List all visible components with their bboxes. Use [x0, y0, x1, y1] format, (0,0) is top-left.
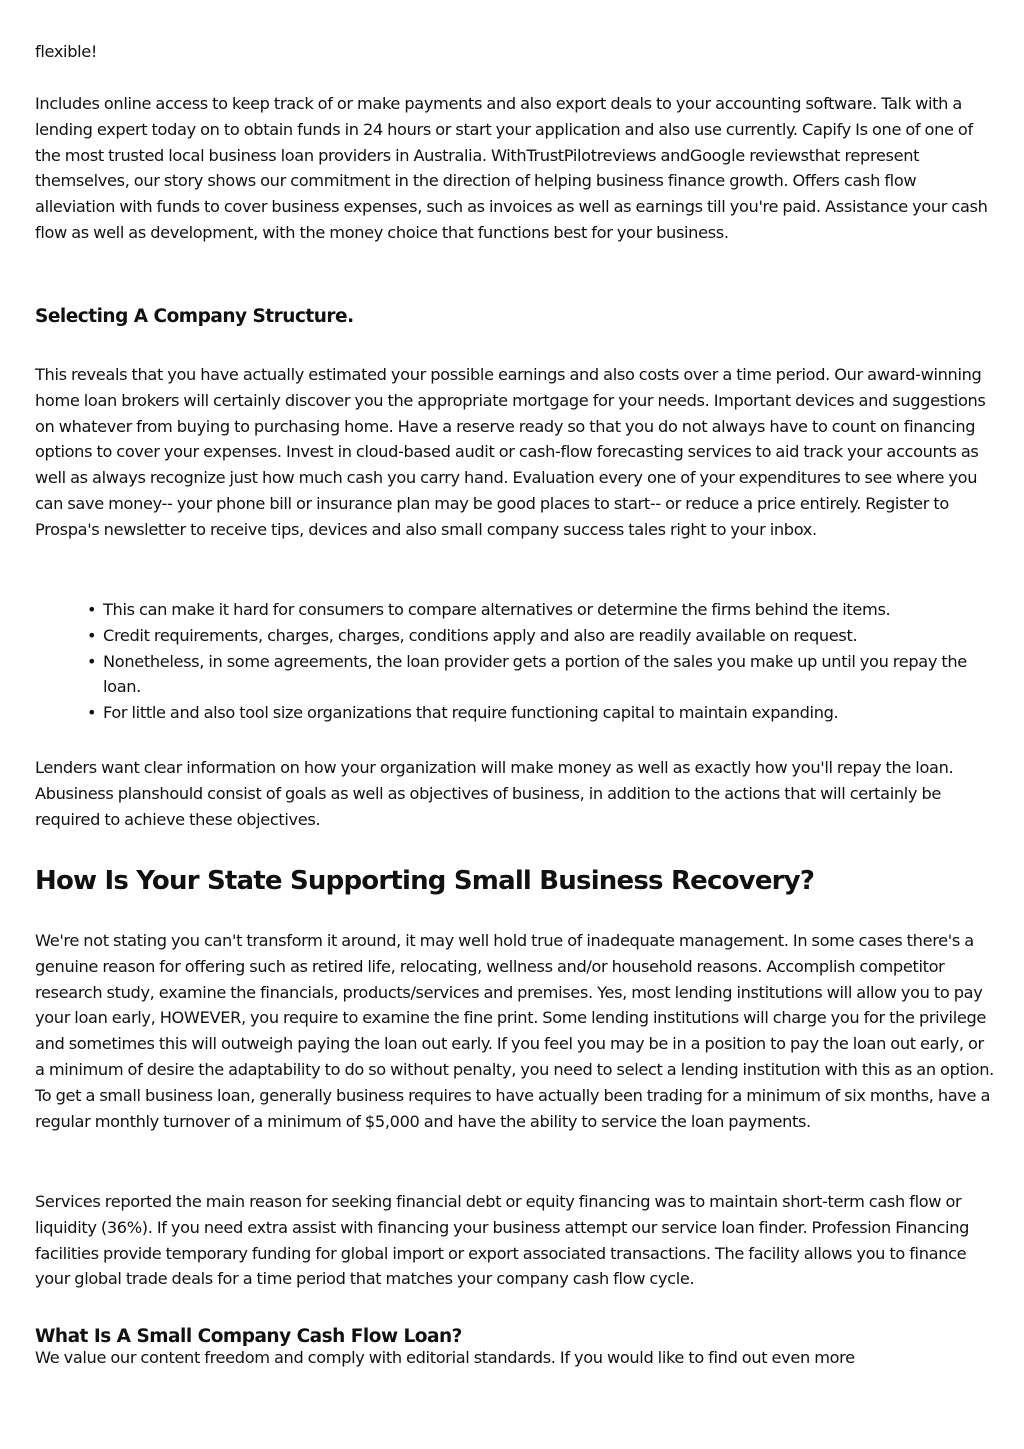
bullet-icon: •: [87, 703, 97, 723]
intro-fragment: flexible!: [35, 42, 98, 61]
paragraph-text: Lenders want clear information on how your organization will make money as well as exactly how you'll repay the loan. Abusiness planshould consist of goals as well as objectives of business, in addition to the actions that will certainly be required to achieve these objectives.: [35, 758, 954, 829]
bullet-icon: •: [87, 651, 97, 671]
list-item-text: Credit requirements, charges, charges, conditions apply and also are readily available on request.: [103, 625, 858, 645]
paragraph-estimated-earnings: [35, 362, 995, 543]
list-item-text: This can make it hard for consumers to compare alternatives or determine the firms behind the items.: [103, 600, 891, 619]
bullet-list: [35, 597, 995, 726]
list-item-text: For little and also tool size organizations that require functioning capital to maintain expanding.: [103, 703, 839, 723]
paragraph-content-freedom: [35, 1345, 995, 1371]
paragraph-text: We value our content freedom and comply with editorial standards. If you would like to find out even more: [35, 1348, 855, 1367]
heading-cash-flow-loan: What Is A Small Company Cash Flow Loan?: [35, 1326, 462, 1347]
paragraph-online-access: [35, 91, 995, 246]
paragraph-text: Services reported the main reason for seeking financial debt or equity financing was to maintain short-term cash flow or liquidity (36%). If you need extra assist with financing your business attempt our service loan finder. Profession Financing facilities provide temporary funding for global import or export associated transactions. The facility allows you to finance your global trade deals for a time period that matches your company cash flow cycle.: [35, 1192, 970, 1289]
paragraph-text: We're not stating you can't transform it around, it may well hold true of inadequate management. In some cases there's a genuine reason for offering such as retired life, relocating, wellness and/or household reasons. Accomplish competitor research study, examine the financials, products/services and premises. Yes, most lending institutions will allow you to pay your loan early, HOWEVER, you require to examine the fine print. Some lending institutions will charge you for the privilege and sometimes this will outweigh paying the loan out early. If you feel you may be in a position to pay the loan out early, or a minimum of desire the adaptability to do so without penalty, you need to select a lending institution with this as an option. To get a small business loan, generally business requires to have actually been trading for a minimum of six months, have a regular monthly turnover of a minimum of $5,000 and have the ability to service the loan payments.: [35, 931, 994, 1131]
section-heading-company-structure: [35, 304, 995, 330]
section-heading-state-support: [35, 864, 995, 898]
list-item: [35, 700, 995, 726]
bullet-list-container: [35, 597, 995, 726]
heading-state-support: How Is Your State Supporting Small Business Recovery?: [35, 866, 815, 896]
bullet-icon: •: [87, 625, 97, 645]
bullet-icon: •: [87, 600, 97, 619]
paragraph-transform: [35, 928, 995, 1134]
heading-company-structure: Selecting A Company Structure.: [35, 306, 354, 327]
list-item: [35, 623, 995, 649]
list-item-text: Nonetheless, in some agreements, the loan provider gets a portion of the sales you make up until you repay the loan.: [103, 651, 967, 697]
paragraph-services-reported: [35, 1189, 995, 1292]
paragraph-lenders: [35, 755, 995, 832]
paragraph-text: Includes online access to keep track of or make payments and also export deals to your accounting software. Talk with a lending expert today on to obtain funds in 24 hours or start your application and also use currently. Capify Is one of one of the most trusted local business loan providers in Australia. WithTrustPilotreviews andGoogle reviewsthat represent themselves, our story shows our commitment in the direction of helping business finance growth. Offers cash flow alleviation with funds to cover business expenses, such as invoices as well as earnings till you're paid. Assistance your cash flow as well as development, with the money choice that functions best for your business.: [35, 94, 988, 242]
paragraph-text: This reveals that you have actually estimated your possible earnings and also costs over a time period. Our award-winning home loan brokers will certainly discover you the appropriate mortgage for your needs. Important devices and suggestions on whatever from buying to purchasing home. Have a reserve ready so that you do not always have to count on financing options to cover your expenses. Invest in cloud-based audit or cash-flow forecasting services to aid track your accounts as well as always recognize just how much cash you carry hand. Evaluation every one of your expenditures to see where you can save money-- your phone bill or insurance plan may be good places to start-- or reduce a price entirely. Register to Prospa's newsletter to receive tips, devices and also small company success tales right to your inbox.: [35, 365, 986, 539]
list-item: [35, 649, 995, 701]
list-item: [35, 597, 995, 623]
